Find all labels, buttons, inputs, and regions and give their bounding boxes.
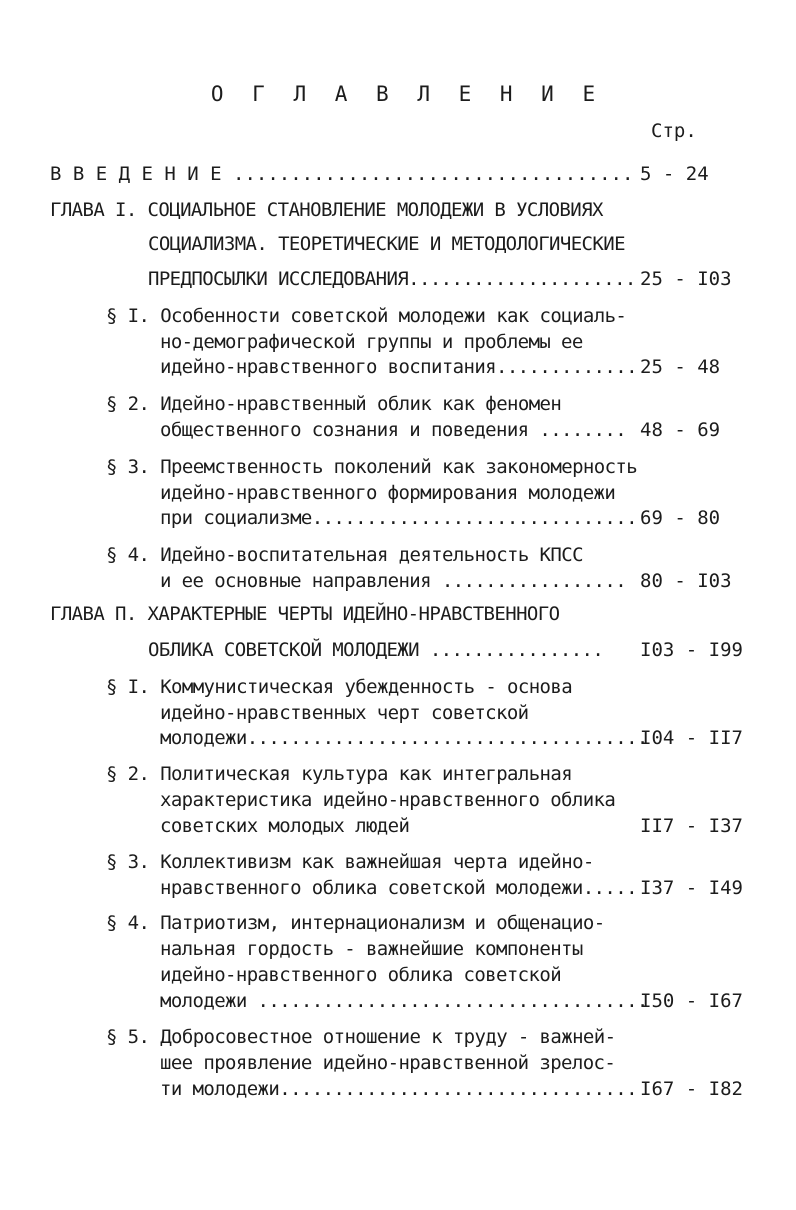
toc-entry-text: характеристика идейно-нравственного облика xyxy=(160,789,616,811)
toc-entry-pages: 5 - 24 xyxy=(640,163,709,185)
toc-entry-pages: 80 - I03 xyxy=(640,570,732,592)
toc-entry-text: § I. Особенности советской молодежи как социаль- xyxy=(106,305,627,327)
toc-entry-text: общественного сознания и поведения ........ xyxy=(160,419,627,441)
toc-entry-text: § 3. Коллективизм как важнейшая черта идейно- xyxy=(106,851,594,873)
toc-entry-text: идейно-нравственного формирования молодежи xyxy=(160,482,616,504)
toc-entry-text: § I. Коммунистическая убежденность - основа xyxy=(106,676,573,698)
toc-entry-text: идейно-нравственных черт советской xyxy=(160,702,529,724)
toc-title: О Г Л А В Л Е Н И Е xyxy=(210,82,604,106)
toc-entry-pages: I37 - I49 xyxy=(640,877,743,899)
toc-entry-pages: I67 - I82 xyxy=(640,1078,743,1100)
toc-entry-text: СОЦИАЛИЗМА. ТЕОРЕТИЧЕСКИЕ И МЕТОДОЛОГИЧЕСКИЕ xyxy=(148,233,625,255)
toc-entry-text: шее проявление идейно-нравственной зрелос- xyxy=(160,1052,616,1074)
toc-entry-text: идейно-нравственного облика советской xyxy=(160,964,562,986)
toc-entry-pages: I04 - II7 xyxy=(640,727,743,749)
toc-entry-text: ти молодежи................................. xyxy=(160,1078,637,1100)
toc-entry-text: нравственного облика советской молодежи..... xyxy=(160,877,637,899)
toc-entry-text: § 4. Идейно-воспитательная деятельность КПСС xyxy=(106,544,583,566)
toc-entry-pages: 69 - 80 xyxy=(640,507,721,529)
toc-entry-pages: 48 - 69 xyxy=(640,419,721,441)
toc-entry-pages: 25 - 48 xyxy=(640,356,721,378)
toc-entry-text: § 4. Патриотизм, интернационализм и общенацио- xyxy=(106,912,605,934)
toc-entry-pages: II7 - I37 xyxy=(640,815,743,837)
toc-entry-text: § 5. Добросовестное отношение к труду - важней- xyxy=(106,1026,616,1048)
toc-entry-text: В В Е Д Е Н И Е ................................... xyxy=(50,163,634,185)
toc-entry-text: и ее основные направления ................. xyxy=(160,570,627,592)
toc-entry-text: идейно-нравственного воспитания............. xyxy=(160,356,637,378)
toc-entry-text: молодежи..................................... xyxy=(160,727,648,749)
toc-entry-text: ГЛАВА I. СОЦИАЛЬНОЕ СТАНОВЛЕНИЕ МОЛОДЕЖИ В УСЛОВИЯХ xyxy=(50,199,603,221)
toc-entry-text: при социализме.............................. xyxy=(160,507,637,529)
toc-entry-text: советских молодых людей xyxy=(160,815,410,837)
toc-entry-pages: I03 - I99 xyxy=(640,639,743,661)
toc-entry-pages: 25 - I03 xyxy=(640,268,732,290)
toc-entry-pages: I50 - I67 xyxy=(640,990,743,1012)
toc-entry-text: § 3. Преемственность поколений как закономерность xyxy=(106,456,638,478)
toc-entry-text: ПРЕДПОСЫЛКИ ИССЛЕДОВАНИЯ..................... xyxy=(148,268,636,290)
toc-entry-text: молодежи .................................... xyxy=(160,990,648,1012)
toc-entry-text: нальная гордость - важнейшие компоненты xyxy=(160,938,583,960)
toc-entry-text: ОБЛИКА СОВЕТСКОЙ МОЛОДЕЖИ ................ xyxy=(148,639,604,661)
toc-entry-text: но-демографической группы и проблемы ее xyxy=(160,331,583,353)
page-column-label: Стр. xyxy=(651,120,697,142)
toc-entry-text: ГЛАВА П. ХАРАКТЕРНЫЕ ЧЕРТЫ ИДЕЙНО-НРАВСТВЕННОГО xyxy=(50,603,560,625)
toc-entry-text: § 2. Политическая культура как интегральная xyxy=(106,763,573,785)
toc-entry-text: § 2. Идейно-нравственный облик как феномен xyxy=(106,393,562,415)
